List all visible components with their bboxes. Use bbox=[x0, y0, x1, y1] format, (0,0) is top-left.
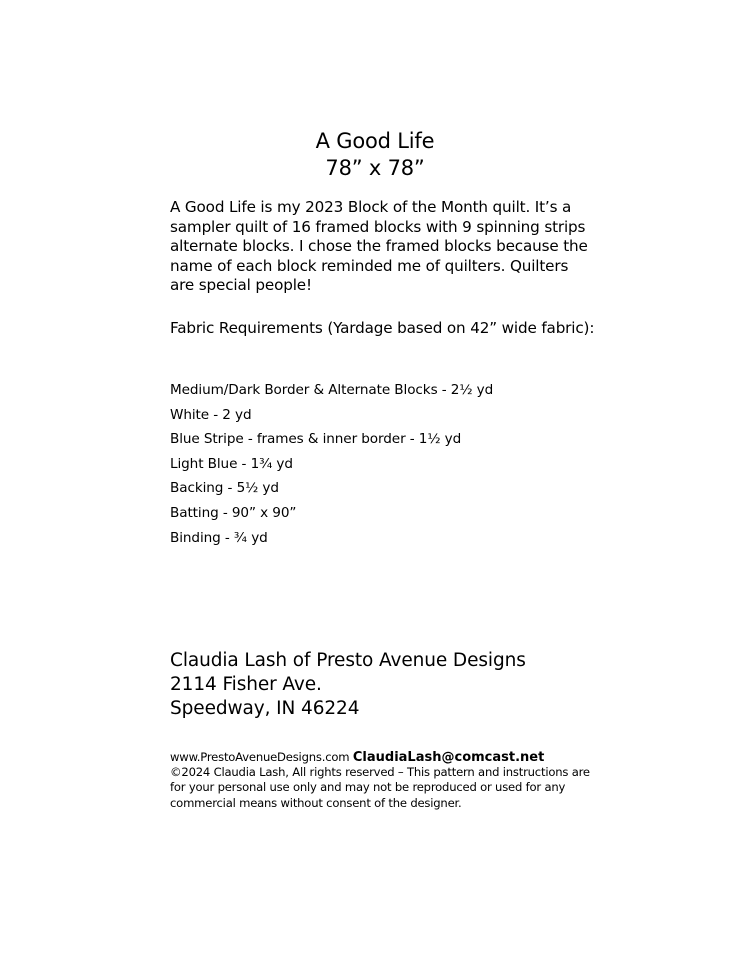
title-block bbox=[0, 128, 750, 182]
copyright-line: for your personal use only and may not be reproduced or used for any bbox=[170, 780, 566, 795]
copyright-line: commercial means without consent of the designer. bbox=[170, 795, 462, 810]
copyright-line: ©2024 Claudia Lash, All rights reserved – This pattern and instructions are bbox=[170, 765, 590, 780]
designer-address bbox=[170, 649, 526, 721]
website-link[interactable]: www.PrestoAvenueDesigns.com bbox=[170, 750, 350, 764]
list-item: Medium/Dark Border & Alternate Blocks - 2½ yd bbox=[170, 382, 494, 398]
pattern-title: A Good Life bbox=[315, 129, 435, 153]
designer-city: Speedway, IN 46224 bbox=[170, 698, 360, 719]
list-item: Blue Stripe - frames & inner border - 1½ yd bbox=[170, 431, 462, 448]
fabric-requirements-list bbox=[170, 380, 493, 552]
list-item: Batting - 90” x 90” bbox=[170, 504, 297, 521]
list-item: Backing - 5½ yd bbox=[170, 480, 279, 497]
designer-street: 2114 Fisher Ave. bbox=[170, 674, 322, 695]
list-item: Light Blue - 1¾ yd bbox=[170, 455, 293, 472]
contact-line bbox=[170, 750, 590, 765]
list-item: White - 2 yd bbox=[170, 406, 252, 423]
fabric-requirements-heading: Fabric Requirements (Yardage based on 42” wide fabric): bbox=[170, 319, 595, 337]
intro-paragraph: A Good Life is my 2023 Block of the Month quilt. It’s a sampler quilt of 16 framed blocks with 9 spinning strips alternate blocks. I chose the framed blocks because the name of each block reminded me of quilters. Quilters are special people! bbox=[170, 198, 588, 295]
quilt-size: 78” x 78” bbox=[325, 156, 425, 180]
designer-name: Claudia Lash of Presto Avenue Designs bbox=[170, 650, 526, 671]
email-link[interactable]: ClaudiaLash@comcast.net bbox=[352, 750, 545, 765]
list-item: Binding - ¾ yd bbox=[170, 529, 268, 546]
footer bbox=[170, 750, 590, 811]
